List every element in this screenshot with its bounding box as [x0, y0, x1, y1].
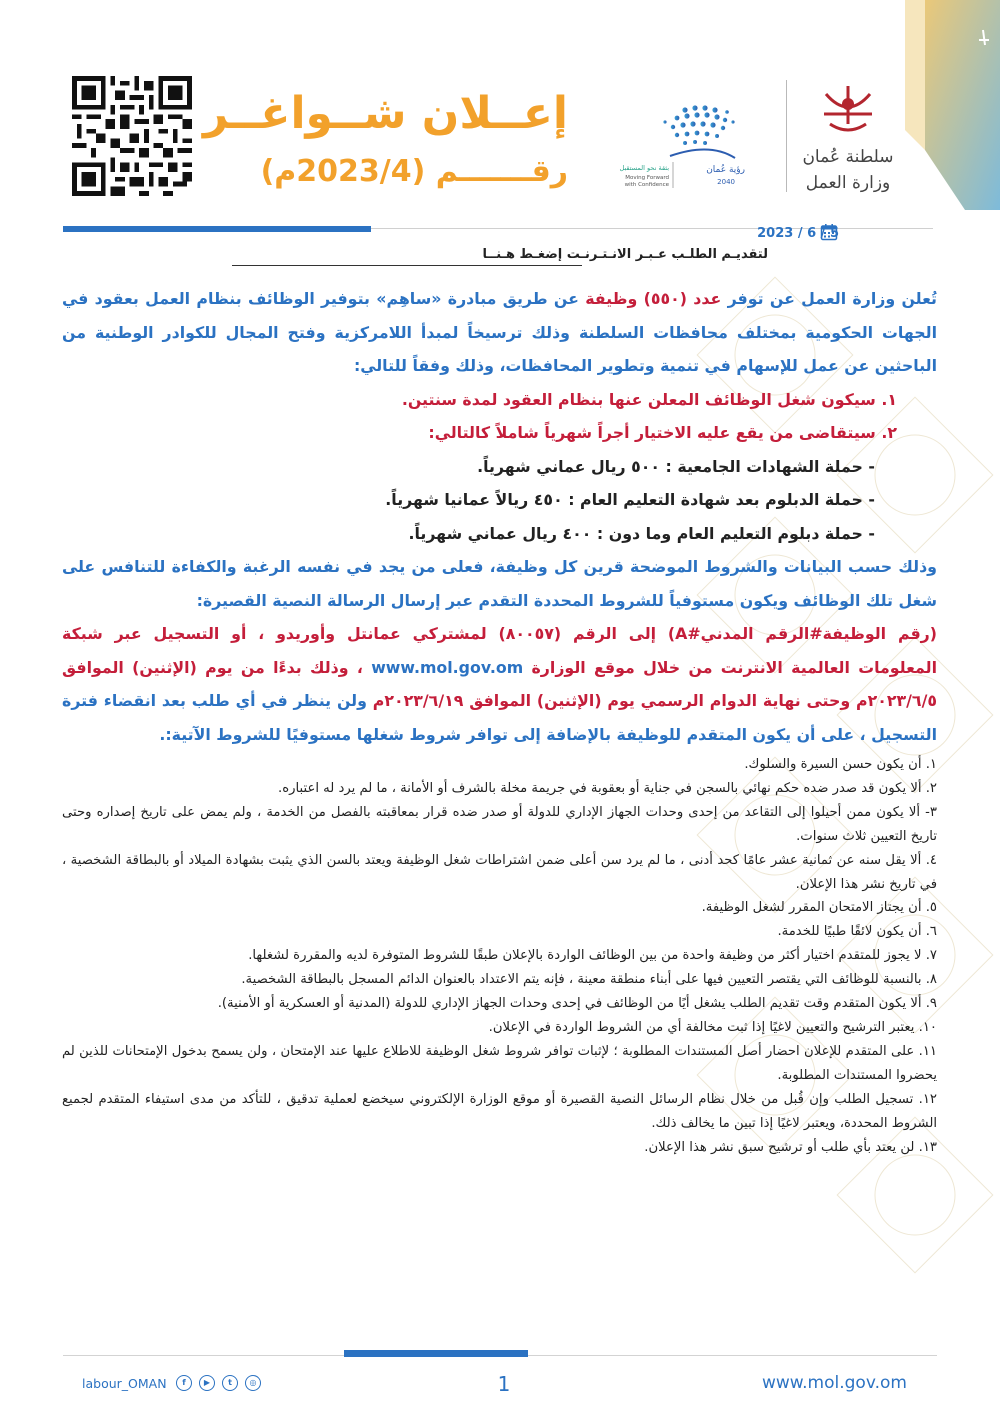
announcement-date: 2023 / 6 / 5	[757, 226, 839, 241]
intro-paragraph	[62, 282, 937, 383]
apply-link-underline	[232, 265, 582, 266]
condition-item: ٩. ألا يكون المتقدم وقت تقديم الطلب يشغل أيًا من الوظائف في إحدى وحدات الجهاز الإداري للدولة (المدنية أو العسكرية أو الأمنية).	[217, 996, 937, 1012]
announcement-number: رقـــــــم (2023/4م)	[260, 154, 568, 189]
twitter-icon[interactable]: t	[222, 1375, 238, 1391]
footer-accent-bar	[344, 1350, 528, 1357]
sms-text-2: ، وذلك بدءًا من يوم (الإثنين) الموافق ٢٠٢٣/٦/٥م وحتى نهاية الدوام الرسمي يوم (الإثنين) الموافق ٢٠٢٣/٦/١٩م	[62, 657, 937, 710]
vision-tag-ar: بثقة نحو المستقبل	[619, 164, 669, 172]
condition-item: ١٣. لن يعتد بأي طلب أو ترشيح سبق نشر هذا الإعلان.	[644, 1139, 937, 1155]
facebook-icon[interactable]: f	[176, 1375, 192, 1391]
condition-item: ٣- ألا يكون ممن أحيلوا إلى التقاعد من إحدى وحدات الجهاز الإداري للدولة أو صدر ضده قرار بمعاقبته بالفصل من الخدمة ، ولم يمض على تاريخ إصداره وحتى تاريخ التعيين ثلاث سنوات.	[62, 804, 937, 844]
condition-item: ٦. أن يكون لائقًا طبيًا للخدمة.	[777, 924, 937, 940]
page-title: إعــلان شــواغــر	[202, 88, 568, 139]
ministry-name-2: وزارة العمل	[805, 173, 891, 193]
salary-general: - حملة دبلوم التعليم العام وما دون : ٤٠٠ ريال عماني شهرياً.	[408, 523, 875, 543]
header-accent-bar	[63, 226, 371, 232]
header-divider	[371, 228, 933, 229]
condition-item: ٤. ألا يقل سنه عن ثمانية عشر عامًا كحد أدنى ، ما لم يرد سن أعلى ضمن اشتراطات شغل الوظيفة ويعتد بالسن الذي يثبت بشهادة الميلاد أو بالبطاقة الشخصية ، في تاريخ نشر هذا الإعلان.	[62, 852, 937, 892]
logo-separator	[786, 80, 787, 192]
salary-diploma: - حملة الدبلوم بعد شهادة التعليم العام : ٤٥٠ ريالاً عمانيا شهرياً.	[385, 490, 875, 509]
vision-year: 2040	[717, 178, 735, 186]
condition-item: ١٢. تسجيل الطلب وإن قُبل من خلال نظام الرسائل النصية القصيرة أو موقع الوزارة الإلكتروني سيخضع لعملية تدقيق ، للتأكد من مدى استيفاء المتقدم لجميع الشروط المحددة، ويعتبر لاغيًا إذا تبين ما يخالف ذلك.	[62, 1091, 937, 1131]
condition-item: ١١. على المتقدم للإعلان احضار أصل المستندات المطلوبة ؛ لإثبات توافر شروط شغل الوظيفة للاطلاع عليها عند الإمتحان ، ولن يسمح بدخول الإمتحانات للذين لم يحضروا المستندات المطلوبة.	[62, 1043, 937, 1083]
instagram-icon[interactable]: ◎	[245, 1375, 261, 1391]
salary-university: - حملة الشهادات الجامعية : ٥٠٠ ريال عماني شهرياً.	[477, 456, 875, 476]
youtube-icon[interactable]: ▶	[199, 1375, 215, 1391]
condition-item: ١٠. يعتبر الترشيح والتعيين لاغيًا إذا ثبت مخالفة أي من الشروط الواردة في الإعلان.	[488, 1019, 937, 1035]
footer-website-link[interactable]: www.mol.gov.om	[762, 1373, 907, 1393]
application-paragraph: وذلك حسب البيانات والشروط الموضحة قرين كل وظيفة، فعلى من يجد في نفسه الرغبة والكفاءة للتنافس على شغل تلك الوظائف ويكون مستوفياً للشروط المحددة التقدم عبر إرسال الرسالة النصية القصيرة:	[62, 557, 937, 610]
social-icons	[176, 1375, 261, 1391]
point-salary: ٢. سيتقاضى من يقع عليه الاختيار أجراً شهرياً شاملاً كالتالي:	[428, 423, 897, 442]
announcement-body	[62, 282, 937, 1159]
condition-item: ٨. بالنسبة للوظائف التي يقتصر التعيين فيها على أبناء منطقة معينة ، فإنه يتم الاعتداد بالعنوان الدائم المسجل بالبطاقة الشخصية.	[241, 972, 937, 988]
condition-item: ٥. أن يجتاز الامتحان المقرر لشغل الوظيفة.	[701, 900, 937, 916]
vacancy-count: عدد (٥٥٠) وظيفة	[585, 289, 722, 308]
sms-paragraph	[62, 617, 937, 751]
deadline-text: ولن ينظر في أي طلب بعد انقضاء فترة التسجيل ، على أن يكون المتقدم للوظيفة بالإضافة إلى توافر شروط شغلها مستوفيًا للشروط الآتية:.	[62, 691, 937, 744]
apply-online-link[interactable]: لتقديـم الطلـب عـبـر الانـتـرنـت إضغـط هـنــا	[482, 247, 768, 262]
ministry-emblem	[796, 80, 900, 200]
vision-2040-logo	[615, 96, 785, 196]
vision-label: رؤية عُمان	[706, 165, 745, 175]
ministry-name-1: سلطنة عُمان	[802, 147, 894, 167]
conditions-list	[62, 753, 937, 1159]
condition-item: ٢. ألا يكون قد صدر ضده حكم نهائي بالسجن في جناية أو بعقوبة في جريمة مخلة بالشرف أو الأمانة ، ما لم يرد له اعتباره.	[278, 780, 937, 796]
qr-code-icon[interactable]	[72, 76, 192, 196]
vision-tag-en-2: with Confidence	[624, 182, 669, 188]
corner-ribbon	[905, 0, 1000, 210]
social-handle[interactable]: labour_OMAN	[82, 1376, 167, 1391]
intro-text-1: تُعلن وزارة العمل عن توفر	[721, 289, 937, 308]
page-number: 1	[497, 1372, 511, 1396]
point-contract-term: ١. سيكون شغل الوظائف المعلن عنها بنظام العقود لمدة سنتين.	[401, 389, 897, 409]
condition-item: ١. أن يكون حسن السيرة والسلوك.	[744, 757, 937, 772]
intro-text-2: عن طريق مبادرة «ساهِم» بتوفير الوظائف بنظام العمل بعقود في الجهات الحكومية بمختلف محافظات السلطنة وذلك ترسيخاً لمبدأ اللامركزية وفتح المجال للكوادر الوطنية من الباحثين عن عمل للإسهام في تنمية وتطوير المحافظات، وذلك وفقاً للتالي:	[62, 289, 937, 375]
vision-tag-en-1: Moving Forward	[625, 175, 669, 181]
condition-item: ٧. لا يجوز للمتقدم اختيار أكثر من وظيفة واحدة من بين الوظائف الواردة بالإعلان طبقًا للشروط المتوفرة لديه والمقررة لشغلها.	[248, 948, 937, 964]
sms-text-1: (رقم الوظيفة#الرقم المدني#A) إلى الرقم (٨٠٠٥٧) لمشتركي عمانتل وأوريدو ، أو التسجيل عبر شبكة المعلومات العالمية الانترنت من خلال موقع الوزارة	[62, 624, 937, 677]
ministry-website-link[interactable]: www.mol.gov.om	[371, 657, 524, 677]
